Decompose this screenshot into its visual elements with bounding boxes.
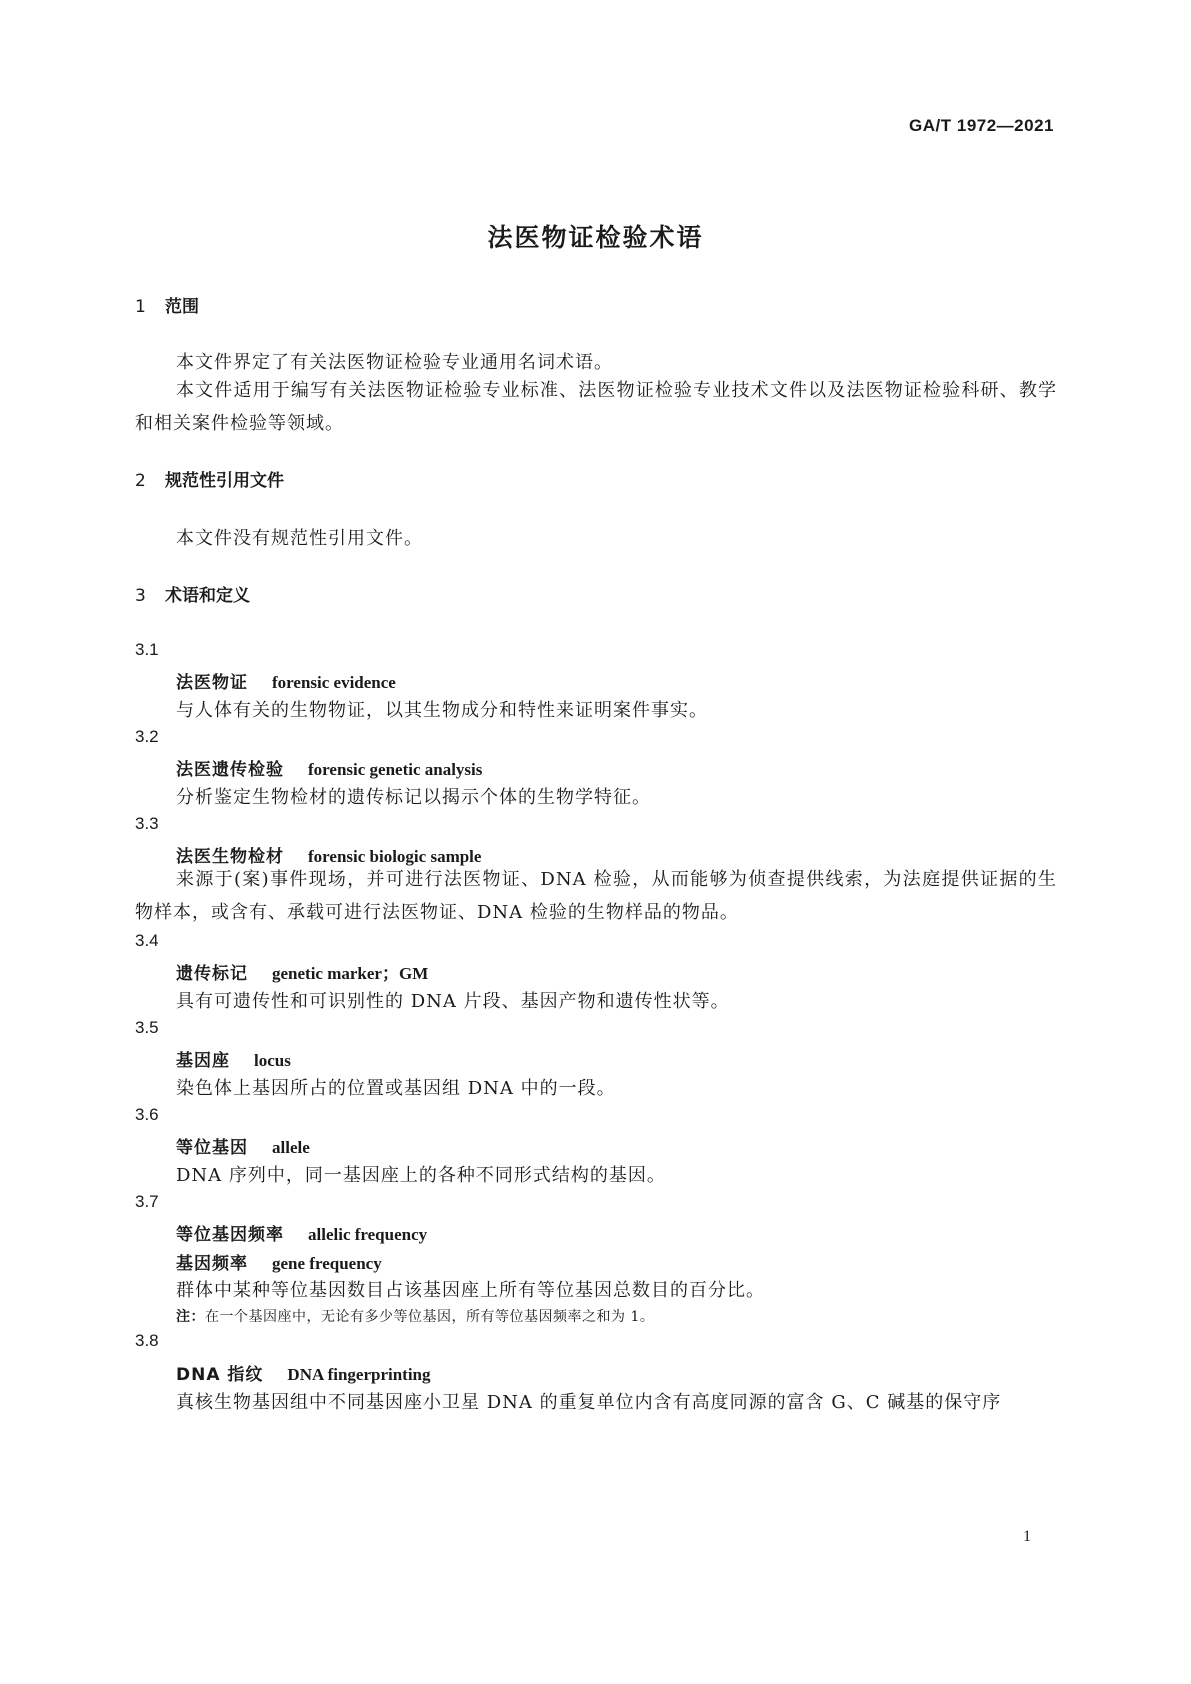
term-number: 3.3 — [135, 814, 159, 833]
term-number: 3.5 — [135, 1018, 159, 1037]
term-number: 3.8 — [135, 1331, 159, 1350]
section-number: 1 — [135, 297, 146, 317]
term-heading — [176, 755, 482, 780]
term-cn: DNA 指纹 — [176, 1365, 264, 1385]
term-heading — [176, 668, 396, 693]
term-cn: 法医生物检材 — [176, 847, 284, 867]
term-cn: 基因频率 — [176, 1254, 248, 1274]
term-cn: 基因座 — [176, 1051, 230, 1071]
section-number: 2 — [135, 471, 146, 491]
term-definition: 染色体上基因所占的位置或基因组 DNA 中的一段。 — [176, 1078, 616, 1099]
section-title: 术语和定义 — [165, 586, 250, 606]
section-number: 3 — [135, 586, 146, 606]
term-note — [176, 1306, 654, 1326]
term-heading — [176, 1133, 310, 1158]
section-3-heading — [135, 581, 250, 606]
term-definition: 真核生物基因组中不同基因座小卫星 DNA 的重复单位内含有高度同源的富含 G、C 碱基的保守序 — [176, 1392, 1002, 1413]
section-1-heading — [135, 292, 199, 317]
term-number: 3.6 — [135, 1105, 159, 1124]
term-en: locus — [254, 1051, 291, 1070]
note-text: 在一个基因座中，无论有多少等位基因，所有等位基因频率之和为 1。 — [205, 1309, 655, 1325]
term-cn: 等位基因 — [176, 1138, 248, 1158]
term-en: genetic marker；GM — [272, 964, 429, 983]
term-en: forensic biologic sample — [308, 847, 482, 866]
term-heading — [176, 959, 428, 984]
term-number: 3.2 — [135, 727, 159, 746]
section-1-paragraph-1: 本文件界定了有关法医物证检验专业通用名词术语。 — [176, 352, 613, 373]
term-heading — [176, 1046, 291, 1071]
term-number: 3.4 — [135, 931, 159, 950]
term-heading — [176, 1360, 431, 1385]
term-definition: DNA 序列中，同一基因座上的各种不同形式结构的基因。 — [176, 1165, 666, 1186]
term-en: DNA fingerprinting — [287, 1365, 431, 1384]
term-definition: 与人体有关的生物物证，以其生物成分和特性来证明案件事实。 — [176, 700, 708, 721]
term-number: 3.7 — [135, 1192, 159, 1211]
term-definition: 分析鉴定生物检材的遗传标记以揭示个体的生物学特征。 — [176, 787, 651, 808]
term-en: allele — [272, 1138, 310, 1157]
term-en: forensic evidence — [272, 673, 396, 692]
term-definition: 具有可遗传性和可识别性的 DNA 片段、基因产物和遗传性状等。 — [176, 991, 730, 1012]
term-number: 3.1 — [135, 640, 159, 659]
term-cn: 遗传标记 — [176, 964, 248, 984]
term-cn: 法医遗传检验 — [176, 760, 284, 780]
section-1-paragraph-2: 本文件适用于编写有关法医物证检验专业标准、法医物证检验专业技术文件以及法医物证检验科研、教学和相关案件检验等领域。 — [135, 380, 1057, 434]
document-title: 法医物证检验术语 — [487, 223, 704, 252]
section-2-heading — [135, 466, 284, 491]
term-cn: 等位基因频率 — [176, 1225, 284, 1245]
section-2-paragraph-1: 本文件没有规范性引用文件。 — [176, 528, 423, 549]
term-definition: 群体中某种等位基因数目占该基因座上所有等位基因总数目的百分比。 — [176, 1280, 765, 1301]
term-en: forensic genetic analysis — [308, 760, 483, 779]
term-cn: 法医物证 — [176, 673, 248, 693]
term-synonym-heading — [176, 1249, 382, 1274]
page-number: 1 — [1023, 1528, 1031, 1545]
note-label: 注： — [176, 1309, 205, 1325]
term-heading — [176, 1220, 427, 1245]
standard-code: GA/T 1972—2021 — [909, 116, 1054, 135]
term-en: allelic frequency — [308, 1225, 428, 1244]
section-title: 范围 — [165, 297, 199, 317]
term-definition: 来源于(案)事件现场，并可进行法医物证、DNA 检验，从而能够为侦查提供线索，为法庭提供证据的生物样本，或含有、承载可进行法医物证、DNA 检验的生物样品的物品。 — [135, 869, 1057, 923]
section-title: 规范性引用文件 — [165, 471, 284, 491]
term-en: gene frequency — [272, 1254, 382, 1273]
